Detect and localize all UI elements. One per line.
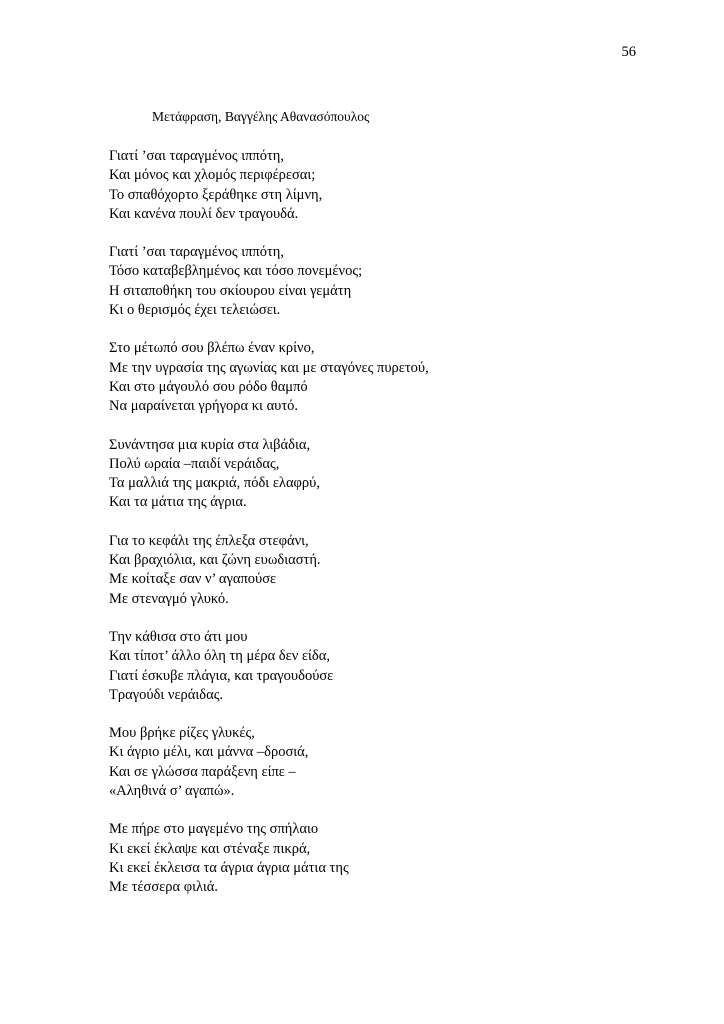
poem-line: Κι εκεί έκλαψε και στέναξε πικρά, [109,840,311,857]
poem-line: Μου βρήκε ρίζες γλυκές, [109,725,255,742]
poem-line: Και τα μάτια της άγρια. [109,494,247,511]
poem-line: Με κοίταξε σαν ν’ αγαπούσε [109,571,277,588]
poem-line: Με τέσσερα φιλιά. [109,879,218,896]
poem-line: Πολύ ωραία –παιδί νεράιδας, [109,455,280,472]
poem-line: Κι άγριο μέλι, και μάννα –δροσιά, [109,744,309,761]
poem-line: Η σιταποθήκη του σκίουρου είναι γεμάτη [109,282,352,299]
poem-line: Και μόνος και χλομός περιφέρεσαι; [109,167,316,184]
poem-line: Το σπαθόχορτο ξεράθηκε στη λίμνη, [109,186,323,203]
stanza-7 [109,724,669,801]
stanza-5 [109,532,669,609]
stanza-8 [109,820,669,897]
poem-line: Κι εκεί έκλεισα τα άγρια άγρια μάτια της [109,859,349,876]
poem-line: «Αληθινά σ’ αγαπώ». [109,783,235,800]
poem-line: Και κανένα πουλί δεν τραγουδά. [109,205,299,222]
translator-credit: Μετάφραση, Βαγγέλης Αθανασόπουλος [152,109,370,124]
poem-line: Συνάντησα μια κυρία στα λιβάδια, [109,436,311,453]
poem-line: Γιατί έσκυβε πλάγια, και τραγουδούσε [109,667,334,684]
page-number: 56 [621,44,636,60]
poem-line: Και στο μάγουλό σου ρόδο θαμπό [109,378,308,395]
poem-line: Γιατί ’σαι ταραγμένος ιππότη, [109,244,285,261]
poem-line: Και τίποτ’ άλλο όλη τη μέρα δεν είδα, [109,648,330,665]
poem-line: Για το κεφάλι της έπλεξα στεφάνι, [109,532,309,549]
poem-line: Γιατί ’σαι ταραγμένος ιππότη, [109,148,285,164]
stanza-3 [109,339,669,416]
stanza-4 [109,436,669,513]
poem-line: Με την υγρασία της αγωνίας και με σταγόνες πυρετού, [109,359,429,376]
poem-line: Με πήρε στο μαγεμένο της σπήλαιο [109,821,319,838]
poem-line: Στο μέτωπό σου βλέπω έναν κρίνο, [109,340,315,357]
poem-line: Τα μαλλιά της μακριά, πόδι ελαφρύ, [109,475,320,492]
stanza-1 [109,147,669,224]
poem-line: Κι ο θερισμός έχει τελειώσει. [109,302,281,319]
poem-line: Και βραχιόλια, και ζώνη ευωδιαστή. [109,552,321,569]
poem-line: Με στεναγμό γλυκό. [109,590,229,607]
poem-line: Τόσο καταβεβλημένος και τόσο πονεμένος; [109,263,363,280]
poem [109,147,669,917]
poem-line: Να μαραίνεται γρήγορα κι αυτό. [109,398,299,415]
poem-line: Την κάθισα στο άτι μου [109,628,248,645]
stanza-2 [109,243,669,320]
poem-line: Τραγούδι νεράιδας. [109,686,224,703]
poem-line: Και σε γλώσσα παράξενη είπε – [109,763,296,780]
stanza-6 [109,628,669,705]
